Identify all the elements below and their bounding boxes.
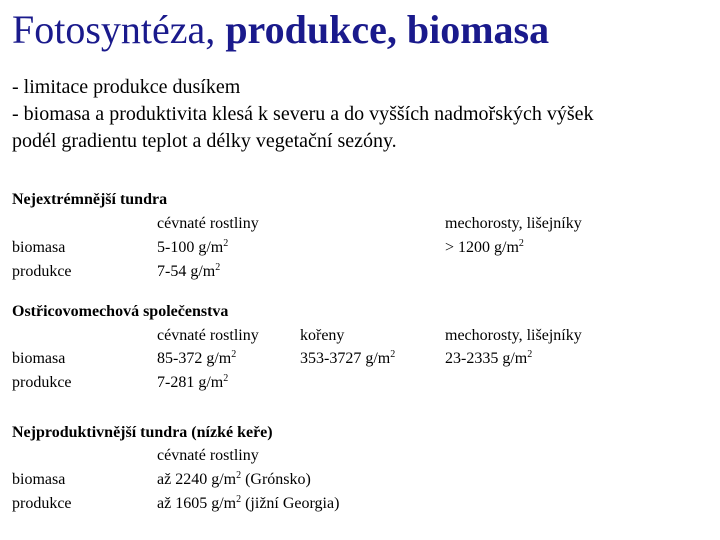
- mosses-value: > 1200 $g/m^2$: [445, 238, 524, 256]
- biomasa-value: 5-100 $g/m^2$: [157, 238, 229, 256]
- bullet-item: - biomasa a produktivita klesá k severu a do vyšších nadmořských výšek: [12, 103, 594, 125]
- mosses-lichens-header: mechorosty, lišejníky: [445, 327, 582, 344]
- roots-value: 353-3727 $g/m^2$: [300, 349, 396, 367]
- produkce-label: produkce: [12, 495, 72, 512]
- produkce-value: až 1605 $g/m^2$ (jižní Georgia): [157, 494, 340, 512]
- produkce-label: produkce: [12, 374, 72, 391]
- bullet-list: [12, 74, 594, 155]
- biomasa-value: až 2240 $g/m^2$ (Grónsko): [157, 470, 311, 488]
- mosses-lichens-header: mechorosty, lišejníky: [445, 215, 582, 232]
- title-part-bold: produkce, biomasa: [225, 7, 550, 52]
- biomasa-label: biomasa: [12, 350, 66, 367]
- section-heading: Nejproduktivnější tundra (nízké keře): [12, 424, 273, 441]
- vascular-plants-header: cévnaté rostliny: [157, 215, 259, 232]
- section-heading: Ostřicovomechová společenstva: [12, 303, 229, 320]
- section-heading: Nejextrémnější tundra: [12, 191, 168, 208]
- slide-title: [12, 8, 549, 52]
- vascular-plants-header: cévnaté rostliny: [157, 327, 259, 344]
- bullet-item: - limitace produkce dusíkem: [12, 76, 241, 98]
- produkce-value: 7-281 $g/m^2$: [157, 373, 229, 391]
- roots-header: kořeny: [300, 327, 345, 344]
- biomasa-value: 85-372 $g/m^2$: [157, 349, 237, 367]
- produkce-value: 7-54 $g/m^2$: [157, 262, 221, 280]
- vascular-plants-header: cévnaté rostliny: [157, 447, 259, 464]
- bullet-item: podél gradientu teplot a délky vegetační sezóny.: [12, 130, 397, 152]
- biomasa-label: biomasa: [12, 471, 66, 488]
- title-part-regular: Fotosyntéza,: [12, 7, 226, 52]
- mosses-value: 23-2335 $g/m^2$: [445, 349, 533, 367]
- produkce-label: produkce: [12, 263, 72, 280]
- biomasa-label: biomasa: [12, 239, 66, 256]
